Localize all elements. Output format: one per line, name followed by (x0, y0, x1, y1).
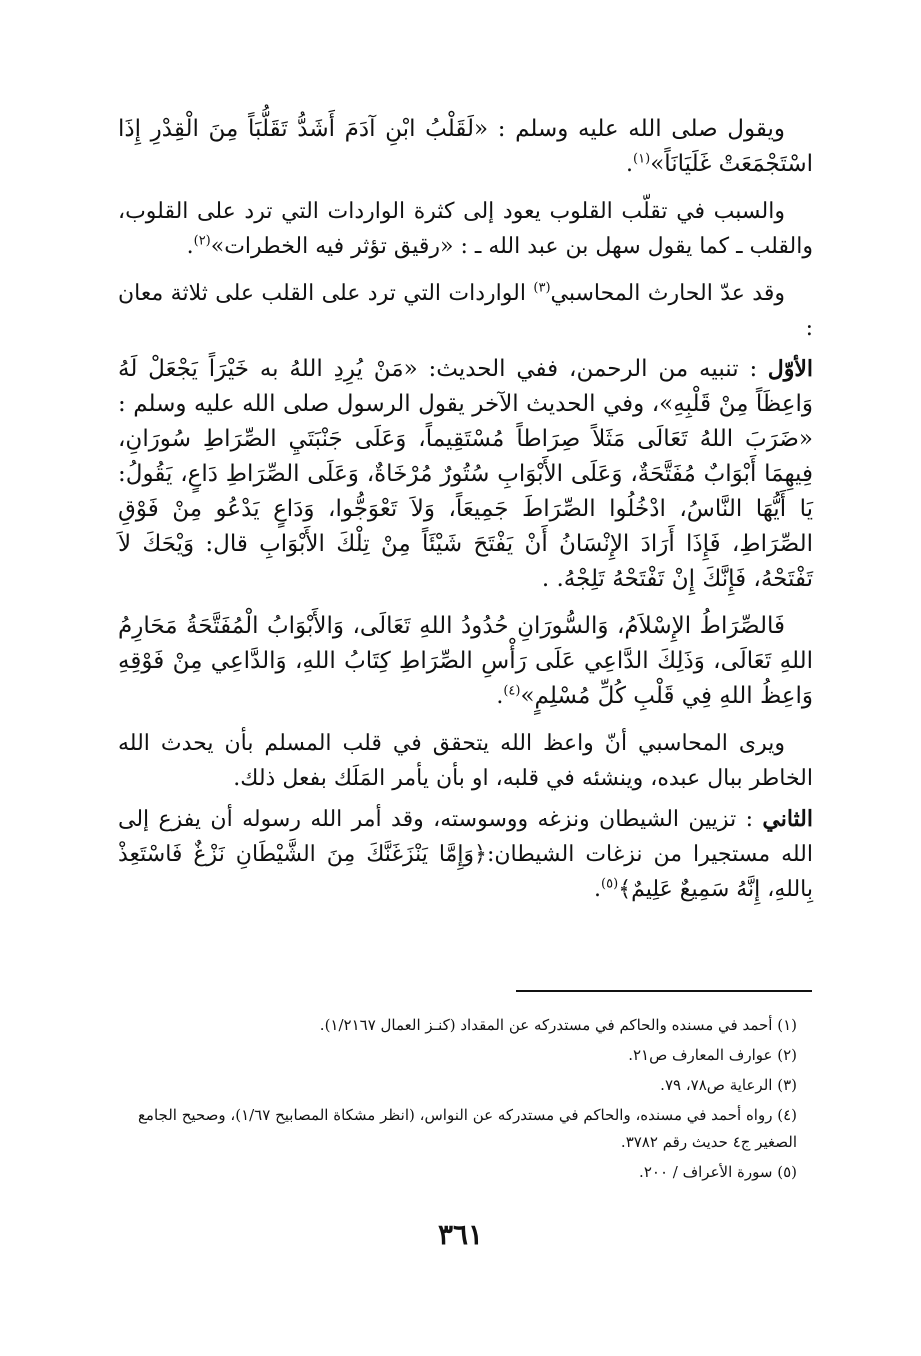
paragraph-tail: الواردات التي ترد على القلب على ثلاثة معان : (118, 281, 813, 341)
paragraph-text: والسبب في تقلّب القلوب يعود إلى كثرة الواردات التي ترد على القلوب، والقلب ـ كما يقول سهل بن عبد الله ـ : «رقيق تؤثر فيه الخطرات» (118, 199, 813, 259)
paragraph-tail: . (186, 234, 194, 259)
paragraph-text: وقد عدّ الحارث المحاسبي (550, 281, 785, 306)
paragraph-second-meaning (118, 802, 813, 907)
footnotes (118, 1012, 813, 1189)
footnote-ref: (١) (633, 151, 651, 167)
paragraph-tail: . (594, 877, 602, 902)
paragraph-2 (118, 194, 813, 264)
paragraph-3 (118, 276, 813, 346)
paragraph-1 (118, 112, 813, 182)
paragraph-first-meaning (118, 352, 813, 597)
footnote-2: (٢) عوارف المعارف ص٢١. (628, 1046, 797, 1064)
footnote-5: (٥) سورة الأعراف / ٢٠٠. (639, 1163, 797, 1181)
paragraph-text: فَالصِّرَاطُ الإِسْلاَمُ، وَالسُّورَانِ حُدُودُ اللهِ تَعَالَى، وَالأَبْوَابُ الْمُفَتَّحَةُ مَحَارِمُ اللهِ تَعَالَى، وَذَلِكَ الدَّاعِي عَلَى رَأْسِ الصِّرَاطِ كِتَابُ اللهِ، وَالدَّاعِي مِنْ فَوْقِهِ وَاعِظُ اللهِ فِي قَلْبِ كُلِّ مُسْلِمٍ» (118, 613, 813, 709)
footnote-1: (١) أحمد في مسنده والحاكم في مستدركه عن المقداد (كنـز العمال ١/٢١٦٧). (319, 1016, 797, 1034)
paragraph-text: : تنبيه من الرحمن، ففي الحديث: «مَنْ يُرِدِ اللهُ به خَيْرَاً يَجْعَلْ لَهُ وَاعِظَاً مِنْ قَلْبِهِ»، وفي الحديث الآخر يقول الرسول صلى الله عليه وسلم : «ضَرَبَ اللهُ تَعَالَى مَثَلاً صِرَاطاً مُسْتَقِيماً، وَعَلَى جَنْبَتَيِ الصِّرَاطِ سُورَانِ، فِيهِمَا أَبْوَابٌ مُفَتَّحَةٌ، وَعَلَى الأَبْوَابِ سُتُورٌ مُرْخَاةٌ، وَعَلَى الصِّرَاطِ دَاعٍ، يَقُولُ: يَا أَيُّهَا النَّاسُ، ادْخُلُوا الصِّرَاطَ جَمِيعَاً، وَلاَ تَعْوَجُّوا، وَدَاعٍ يَدْعُو مِنْ فَوْقِ الصِّرَاطِ، فَإِذَا أَرَادَ الإِنْسَانُ أَنْ يَفْتَحَ شَيْئَاً مِنْ تِلْكَ الأَبْوَابِ قال: وَيْحَكَ لاَ تَفْتَحْهُ، فَإِنَّكَ إِنْ تَفْتَحْهُ تَلِجْهُ. . (118, 356, 813, 592)
paragraph-5 (118, 609, 813, 714)
main-text (118, 112, 813, 919)
paragraph-text: : تزيين الشيطان ونزغه ووسوسته، وقد أمر الله رسوله أن يفزع إلى الله مستجيرا من نزغات الشيطان:﴿وَإِمَّا يَنْزَغَنَّكَ مِنَ الشَّيْطَانِ نَزْغٌ فَاسْتَعِذْ بِاللهِ، إِنَّهُ سَمِيعٌ عَلِيمٌ﴾ (118, 807, 813, 902)
footnote-ref: (٥) (601, 876, 619, 892)
footnote-ref: (٢) (193, 233, 211, 249)
footnote-4: (٤) رواه أحمد في مسنده، والحاكم في مستدركه عن النواس، (انظر مشكاة المصابيح ١/٦٧)، وصحيح الجامع الصغير ج٤ حديث رقم ٣٧٨٢. (137, 1106, 797, 1151)
paragraph-tail: . (626, 152, 634, 177)
paragraph-6 (118, 726, 813, 796)
paragraph-tail: . (496, 684, 504, 709)
section-label-first: الأوّل (767, 356, 814, 382)
paragraph-text: ويقول صلى الله عليه وسلم : «لَقَلْبُ ابْنِ آدَمَ أَشَدُّ تَقَلُّبَاً مِنَ الْقِدْرِ إِذَا اسْتَجْمَعَتْ غَلَيَانَاً» (118, 116, 813, 177)
footnote-3: (٣) الرعاية ص٧٨، ٧٩. (660, 1076, 797, 1094)
footnote-divider (516, 990, 812, 992)
paragraph-text: ويرى المحاسبي أنّ واعظ الله يتحقق في قلب المسلم بأن يحدث الله الخاطر ببال عبده، وينشئه في قلبه، او بأن يأمر المَلَك بفعل ذلك. (118, 731, 813, 791)
footnote-ref: (٣) (533, 280, 551, 296)
page-number: ٣٦١ (437, 1218, 484, 1251)
footnote-ref: (٤) (503, 683, 521, 699)
section-label-second: الثاني (762, 806, 813, 832)
